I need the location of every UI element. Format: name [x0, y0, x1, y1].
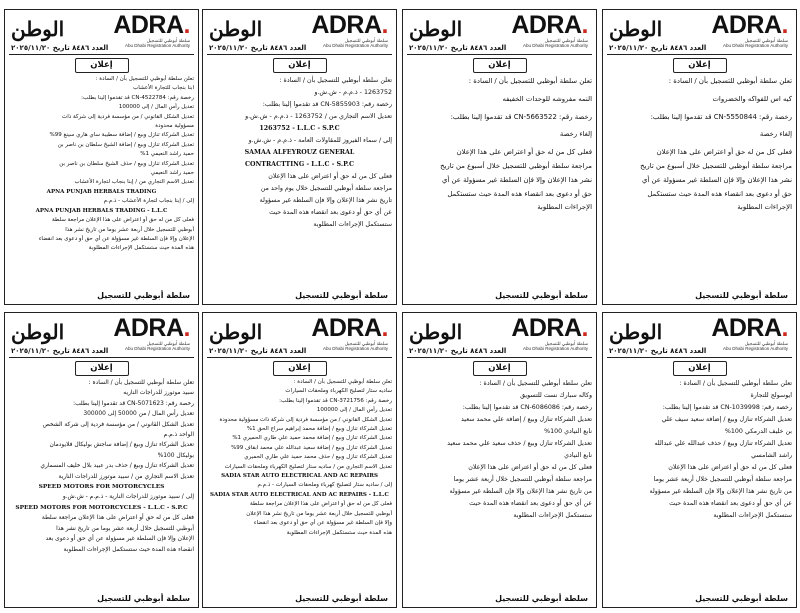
issue-number-date: العدد ٨٤٨٦ تاريخ ٢٠٢٥/١١/٢٠ — [609, 347, 707, 355]
notice-line: ابنا بنجاب للتجارة الأعشاب — [133, 85, 194, 92]
header-divider — [607, 357, 792, 358]
adra-english-name: Abu Dhabi Registration Authority — [322, 43, 388, 48]
notice-line: نشر هذا الإعلان وإلا فإن السلطة غير مسؤولة عن أي — [442, 175, 592, 184]
issue-number-date: العدد ٨٤٨٦ تاريخ ٢٠٢٥/١١/٢٠ — [609, 44, 707, 52]
notice-body — [403, 75, 596, 215]
notice-line: تعديل الشركاء تنازل وبيع / إضافة ساجش بوليكال فلايودمان — [49, 442, 194, 449]
notice-line: رخصة رقم: CN-5663522 قد تقدموا إلينا بطلب: — [450, 112, 592, 121]
notice-line: رخصة رقم: CN-5550844 قد تقدموا إلينا بطلب: — [650, 112, 792, 121]
notice-line: الإجراءات المطلوبة — [737, 203, 792, 212]
adra-logo — [113, 315, 190, 351]
adra-wordmark: ADRA — [511, 314, 582, 342]
notice-line: رخصة رقم: CN-3721756 قد تقدموا إلينا بطلب: — [279, 397, 392, 404]
adra-arabic-name: سلطة أبوظبي للتسجيل — [146, 38, 190, 43]
authority-footer: سلطة أبوظبي للتسجيل — [97, 291, 190, 300]
notice-line: فعلى كل من له حق أو اعتراض على هذا الإعلان مراجعة سلطة — [41, 515, 194, 522]
issue-number-date: العدد ٨٤٨٦ تاريخ ٢٠٢٥/١١/٢٠ — [409, 44, 507, 52]
notice-line: APNA PUNJAB HERBALS TRADING - L.L.C — [35, 207, 168, 214]
notice-line: أبوظبي للتسجيل خلال أربعة عشر يوما من تاريخ نشر هذا — [56, 525, 194, 532]
notice-line: رخصة رقم: CN-5855903 قد تقدموا إلينا بطلب: — [262, 101, 392, 108]
notice-line: إلى / سماء الفيروز للمقاولات العامة - ذ.م.م - ش.ش.و — [248, 137, 392, 144]
notice-line: هذه المدة حيث ستستكمل الإجراءات المطلوبة — [286, 529, 392, 536]
notice-card-7 — [202, 312, 397, 608]
header-divider — [407, 54, 592, 55]
notice-body — [5, 75, 198, 254]
notice-line: فعلى كل من له حق أو اعتراض على هذا الإعلان — [668, 464, 792, 471]
notice-line: تعلن سلطة أبوظبي للتسجيل بأن / السادة : — [279, 77, 392, 84]
issue-number-date: العدد ٨٤٨٦ تاريخ ٢٠٢٥/١١/٢٠ — [409, 347, 507, 355]
adra-logo — [711, 12, 788, 48]
notice-line: تعديل الشركاء تنازل وبيع / إضافة علي محمد سعيد — [460, 416, 592, 423]
notice-line: 1263752 - L.L.C - S.P.C — [259, 125, 340, 132]
notice-label-box: إعلان — [75, 58, 129, 73]
authority-footer: سلطة أبوظبي للتسجيل — [495, 594, 588, 603]
notice-line: SAMAA ALFEYROUZ GENERAL — [244, 149, 355, 156]
notice-line: ساديه ستار لتصليح الكهرباء وملحقات السيارات — [285, 388, 392, 395]
adra-wordmark: ADRA — [711, 11, 782, 39]
alwatan-logo: الوطن — [209, 17, 263, 41]
notice-label-box: إعلان — [473, 58, 527, 73]
alwatan-logo: الوطن — [609, 320, 663, 344]
card-header — [603, 10, 796, 52]
issue-number-date: العدد ٨٤٨٦ تاريخ ٢٠٢٥/١١/٢٠ — [11, 347, 109, 355]
notice-line: تعلن سلطة أبوظبي للتسجيل بأن / السادة : — [668, 77, 792, 85]
notice-line: إلى / إبنا بنجاب لتجارة الأعشاب - ذ.م.م — [103, 198, 194, 205]
adra-wordmark: ADRA — [711, 314, 782, 342]
notice-body — [5, 378, 198, 555]
alwatan-logo: الوطن — [11, 320, 65, 344]
notice-line: رخصة رقم: CN-6086086 قد تقدموا إلينا بطلب: — [462, 404, 592, 411]
notice-line: حق أو دعوى بعد انقضاء هذه المدة حيث ستستكمل — [447, 189, 592, 198]
adra-wordmark: ADRA — [113, 314, 184, 342]
adra-logo — [311, 315, 388, 351]
notice-line: تعلن سلطة أبوظبي للتسجيل بأن / السادة : — [468, 77, 592, 85]
notice-line: نابع النيادي 100% — [544, 428, 592, 435]
notice-line: رخصة رقم: CN-5071623 قد تقدموا إلينا بطلب: — [73, 400, 194, 407]
notice-line: كيه اس للفواكه والخضروات — [712, 94, 792, 103]
notice-line: تعديل الاسم التجاري من / ساديه ستار لتصليح الكهرباء وملحقات السيارات — [224, 463, 392, 470]
notice-line: من تاريخ نشر هذا الإعلان وإلا فإن السلطة غير مسؤولة — [449, 488, 592, 495]
adra-arabic-name: سلطة أبوظبي للتسجيل — [344, 341, 388, 346]
notice-line: من تاريخ نشر هذا الإعلان وإلا فإن السلطة غير مسؤولة — [649, 488, 792, 495]
notice-line: رخصة رقم: CN-4522784 قد تقدموا إلينا بطلب: — [81, 94, 194, 101]
adra-red-dot: . — [581, 11, 588, 39]
notice-line: APNA PUNJAB HERBALS TRADING — [46, 188, 157, 195]
notice-line: تعديل الشركاء تنازل وبيع / إضافة محمد حميد علي طاري الحميري 1% — [232, 435, 392, 442]
notice-line: أبوظبي للتسجيل خلال أربعة عشر يوما من تاريخ نشر هذا — [65, 226, 194, 233]
notice-line: بن خليف الدرمكي 100% — [724, 428, 792, 435]
notice-line: حميد راشد النعيمي 1% — [140, 151, 194, 158]
notice-line: تعديل الاسم التجاري من / إبنا بنجاب لتجارة الأعشاب — [74, 179, 194, 186]
notice-line: فعلى كل من له حق أو اعتراض على هذا الإعلان — [456, 148, 592, 157]
notice-body — [403, 378, 596, 522]
notice-body — [203, 75, 396, 231]
card-header — [403, 313, 596, 355]
notice-line: تعديل الشركاء تنازل وبيع / إضافة سعيد عبدالله علي محمد ابقاف 99% — [231, 444, 392, 451]
issue-number-date: العدد ٨٤٨٦ تاريخ ٢٠٢٥/١١/٢٠ — [209, 44, 307, 52]
authority-footer: سلطة أبوظبي للتسجيل — [97, 594, 190, 603]
notice-line: بوليكال 100% — [157, 452, 194, 459]
notice-line: إلى / ساديه ستار لتصليح كهرباء وملحقات السيارات - ذ.م.م — [257, 482, 392, 489]
adra-wordmark: ADRA — [311, 314, 382, 342]
notice-line: راشد الشامسي — [751, 452, 792, 459]
alwatan-logo: الوطن — [409, 17, 463, 41]
notice-line: انقضاء هذه المدة حيث ستستكمل الإجراءات المطلوبة — [63, 546, 194, 553]
notice-line: وكاله سبارك نست للتسويق — [520, 392, 592, 399]
notice-line: تعديل الشركاء تنازل وبيع / حذف محمد حميد علي طاري الحميري — [244, 454, 392, 461]
card-header — [203, 313, 396, 355]
notice-label-box: إعلان — [473, 361, 527, 376]
notice-line: مسؤولية محدودة — [155, 123, 194, 130]
notice-line: تعديل الشكل القانوني / من مؤسسة فردية إلى شركة ذات مسؤولية محدودة — [219, 416, 392, 423]
notice-line: سبيد موتورز للدراجات الناريه — [123, 390, 194, 397]
notice-line: فعلى كل من له حق أو اعتراض على هذا الإعلان — [656, 148, 792, 157]
notice-line: مراجعة سلطة أبوظبي للتسجيل خلال أربعة عشر يوما — [453, 476, 592, 483]
card-header — [603, 313, 796, 355]
notice-line: تعديل الشركاء تنازل وبيع / حذف الشيخ سلطان بن ناصر بن — [59, 160, 194, 167]
notice-line: تعلن سلطة أبوظبي للتسجيل بأن / السادة : — [95, 76, 194, 82]
notice-line: إلغاء رخصة — [759, 130, 792, 139]
adra-red-dot: . — [381, 11, 388, 39]
notice-line: تعديل الشكل القانوني / من مؤسسة فردية إلى شركة الشخص — [42, 421, 194, 428]
alwatan-logo: الوطن — [409, 320, 463, 344]
header-divider — [207, 357, 392, 358]
notice-line: تعديل الشركاء تنازل وبيع / إضافة محمد إبراهيم سراج الحق 1% — [246, 426, 392, 433]
notice-line: SPEED MOTORS FOR MOTORCYCLES - L.L.C - S.P.C — [15, 503, 188, 511]
notice-body — [603, 75, 796, 215]
adra-english-name: Abu Dhabi Registration Authority — [522, 346, 588, 351]
notice-line: الإجراءات المطلوبة — [537, 203, 592, 212]
notice-card-1 — [602, 9, 797, 305]
notice-line: فعلى كل من له حق أو اعتراض على هذا الإعلان مراجعة سلطة — [52, 217, 194, 224]
authority-footer: سلطة أبوظبي للتسجيل — [495, 291, 588, 300]
notice-line: حق أو دعوى بعد انقضاء هذه المدة حيث ستستكمل — [647, 189, 792, 198]
notice-label-box: إعلان — [673, 361, 727, 376]
card-header — [403, 10, 596, 52]
notice-line: تعديل الشركاء تنازل وبيع / إضافة سعيد سيف علي — [661, 416, 792, 423]
issue-number-date: العدد ٨٤٨٦ تاريخ ٢٠٢٥/١١/٢٠ — [11, 44, 109, 52]
adra-english-name: Abu Dhabi Registration Authority — [322, 346, 388, 351]
notice-line: إلى / سبيد موتورز للدراجات النارية - ذ.م.م - ش.ش.و — [62, 494, 194, 501]
notice-line: فعلى كل من له حق أو اعتراض على هذا الإعلان مراجعة سلطة — [250, 501, 392, 508]
adra-english-name: Abu Dhabi Registration Authority — [124, 43, 190, 48]
notice-line: فعلى كل من له حق أو اعتراض على هذا الإعلان — [268, 173, 392, 180]
notice-line: تاريخ نشر هذا الإعلان وإلا فإن السلطة غير مسؤولة — [259, 197, 392, 204]
adra-arabic-name: سلطة أبوظبي للتسجيل — [544, 38, 588, 43]
adra-logo — [711, 315, 788, 351]
notice-body — [203, 378, 396, 538]
notice-line: SADIA STAR AUTO ELECTRICAL AND AC REPAIRS — [221, 473, 378, 480]
notice-label-box: إعلان — [75, 361, 129, 376]
notice-line: فعلى كل من له حق أو اعتراض على هذا الإعلان — [468, 464, 592, 471]
header-divider — [407, 357, 592, 358]
notice-line: تعلن سلطة أبوظبي للتسجيل بأن / السادة : — [679, 380, 792, 387]
notice-line: تعديل الشركاء تنازل وبيع / حذف عبدالله علي عبدالله — [654, 440, 792, 447]
notice-card-3 — [202, 9, 397, 305]
notice-line: نابع النيادي — [564, 452, 592, 459]
adra-red-dot: . — [581, 314, 588, 342]
header-divider — [9, 54, 194, 55]
authority-footer: سلطة أبوظبي للتسجيل — [695, 291, 788, 300]
alwatan-logo: الوطن — [11, 17, 65, 41]
notice-line: رخصة رقم: CN-1039998 قد تقدموا إلينا بطلب: — [662, 404, 792, 411]
authority-footer: سلطة أبوظبي للتسجيل — [295, 594, 388, 603]
notice-line: ستستكمل الإجراءات المطلوبة — [313, 221, 392, 228]
notice-line: تعلن سلطة أبوظبي للتسجيل بأن / السادة : — [293, 379, 392, 385]
card-header — [5, 313, 198, 355]
notice-line: النمه مفروشه للوحدات الخفيفه — [502, 94, 592, 103]
card-header — [203, 10, 396, 52]
adra-red-dot: . — [183, 314, 190, 342]
notice-line: ستستكمل الإجراءات المطلوبة — [513, 512, 592, 519]
adra-arabic-name: سلطة أبوظبي للتسجيل — [344, 38, 388, 43]
notice-line: تعديل رأس المال / إلى 100000 — [316, 407, 392, 414]
notice-line: تعديل الاسم التجاري من / سبيد موتورز للدراجات النارية — [58, 473, 194, 480]
header-divider — [207, 54, 392, 55]
header-divider — [9, 357, 194, 358]
notice-line: ستستكمل الإجراءات المطلوبة — [713, 512, 792, 519]
adra-arabic-name: سلطة أبوظبي للتسجيل — [744, 38, 788, 43]
notice-label-box: إعلان — [273, 361, 327, 376]
notice-line: نشر هذا الإعلان وإلا فإن السلطة غير مسؤولة عن أي — [642, 175, 792, 184]
card-header — [5, 10, 198, 52]
notice-line: الواحد ذ.م.م — [163, 432, 194, 439]
adra-english-name: Abu Dhabi Registration Authority — [722, 346, 788, 351]
notice-card-8 — [4, 312, 199, 608]
notice-line: 1263752 - ذ.م.م - ش.ش.و — [314, 89, 392, 96]
notice-line: أبوظبي للتسجيل خلال أربعة عشر يوما من تاريخ نشر هذا الإعلان — [246, 510, 392, 517]
adra-wordmark: ADRA — [113, 11, 184, 39]
adra-red-dot: . — [781, 11, 788, 39]
notice-label-box: إعلان — [673, 58, 727, 73]
notice-card-6 — [402, 312, 597, 608]
notice-line: تعلن سلطة أبوظبي للتسجيل بأن / السادة : — [88, 380, 194, 386]
authority-footer: سلطة أبوظبي للتسجيل — [695, 594, 788, 603]
notice-line: حميد راشد النعيمي — [150, 170, 194, 177]
notice-label-box: إعلان — [273, 58, 327, 73]
notice-line: تعديل الشركاء تنازل وبيع / حذف بدر عبيد بلال خليف المسماري — [40, 463, 194, 470]
notice-line: تعديل الشركاء تنازل وبيع / حذف سعيد علي محمد سعيد — [447, 440, 592, 447]
adra-wordmark: ADRA — [511, 11, 582, 39]
notice-line: CONTRACTTING - L.L.C - S.P.C — [245, 161, 354, 168]
adra-logo — [113, 12, 190, 48]
notice-line: عن أي حق أو دعوى بعد انقضاء هذه المدة حيث — [669, 500, 792, 507]
notice-line: الإعلان وإلا فإن السلطة غير مسؤولة عن أي حق أو دعوى بعد انقضاء — [38, 235, 194, 242]
adra-logo — [511, 12, 588, 48]
notice-line: الإعلان وإلا فإن السلطة غير مسؤولة عن أي حق أو دعوى بعد — [45, 536, 194, 543]
alwatan-logo: الوطن — [209, 320, 263, 344]
notice-line: مراجعة سلطة أبوظبي للتسجيل خلال أسبوع من تاريخ — [440, 161, 592, 170]
adra-english-name: Abu Dhabi Registration Authority — [722, 43, 788, 48]
notice-line: ايوسولج للتجارة — [750, 392, 792, 399]
adra-arabic-name: سلطة أبوظبي للتسجيل — [146, 341, 190, 346]
notice-line: عن أي حق أو دعوى بعد انقضاء هذه المدة حيث — [469, 500, 592, 507]
adra-arabic-name: سلطة أبوظبي للتسجيل — [744, 341, 788, 346]
adra-english-name: Abu Dhabi Registration Authority — [522, 43, 588, 48]
notice-line: تعديل الاسم التجاري من / 1263752 - ذ.م.م - ش.ش.و — [245, 113, 392, 120]
notice-line: مراجعة سلطة أبوظبي للتسجيل خلال أربعة عشر يوما — [653, 476, 792, 483]
notice-line: SPEED MOTORS FOR MOTORCYCLES — [38, 483, 165, 491]
alwatan-logo: الوطن — [609, 17, 663, 41]
notice-card-5 — [602, 312, 797, 608]
adra-english-name: Abu Dhabi Registration Authority — [124, 346, 190, 351]
notice-line: تعديل الشركاء تنازل وبيع / إضافة الشيخ سلطان بن ناصر بن — [57, 141, 194, 148]
notice-card-4 — [4, 9, 199, 305]
adra-red-dot: . — [183, 11, 190, 39]
notice-line: تعديل رأس المال / إلى 100000 — [118, 104, 194, 111]
notice-body — [603, 378, 796, 522]
notice-line: هذه المدة حيث ستستكمل الإجراءات المطلوبة — [88, 245, 194, 252]
notice-line: تعديل رأس المال / من 50000 إلى 300000 — [83, 411, 194, 418]
notice-line: تعلن سلطة أبوظبي للتسجيل بأن / السادة : — [479, 380, 592, 387]
notice-line: تعديل الشكل القانوني / من مؤسسة فردية إلى شركة ذات — [62, 113, 194, 120]
adra-red-dot: . — [381, 314, 388, 342]
notice-line: مراجعة سلطة أبوظبي للتسجيل خلال أسبوع من تاريخ — [640, 161, 792, 170]
notice-line: عن أي حق أو دعوى بعد انقضاء هذه المدة حيث — [269, 209, 392, 216]
notice-line: مراجعة سلطة أبوظبي للتسجيل خلال يوم واحد من — [260, 185, 392, 192]
notice-line: وإلا فإن السلطة غير مسؤولة عن أي حق أو دعوى بعد انقضاء — [253, 520, 392, 527]
header-divider — [607, 54, 792, 55]
notice-line: إلغاء رخصة — [559, 130, 592, 139]
adra-wordmark: ADRA — [311, 11, 382, 39]
notice-line: SADIA STAR AUTO ELECTRICAL AND AC REPAIRS - L.L.C — [210, 491, 389, 498]
adra-arabic-name: سلطة أبوظبي للتسجيل — [544, 341, 588, 346]
notice-card-2 — [402, 9, 597, 305]
adra-red-dot: . — [781, 314, 788, 342]
notice-line: تعديل الشركاء تنازل وبيع / إضافة سطيبة ساي هاري سينغ 99% — [49, 132, 194, 139]
adra-logo — [311, 12, 388, 48]
adra-logo — [511, 315, 588, 351]
issue-number-date: العدد ٨٤٨٦ تاريخ ٢٠٢٥/١١/٢٠ — [209, 347, 307, 355]
authority-footer: سلطة أبوظبي للتسجيل — [295, 291, 388, 300]
